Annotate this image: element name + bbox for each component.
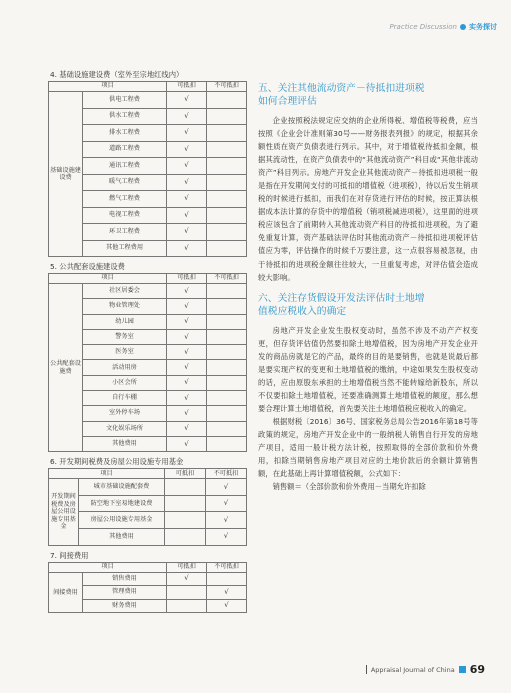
item-name-cell: 幼儿园 [83, 314, 167, 329]
deductible-mark [165, 495, 206, 512]
table7-caption: 7. 间接费用 [50, 550, 89, 560]
section5-title-line2: 如何合理评估 [258, 96, 317, 107]
item-name-cell: 其他费用 [79, 529, 165, 546]
journal-name: Appraisal Journal of China [370, 665, 455, 674]
col-header-non-deductible: 不可抵扣 [207, 82, 247, 92]
deductible-mark: √ [167, 284, 207, 299]
non-deductible-mark [207, 360, 247, 375]
section6-title-line2: 值税应税收入的确定 [258, 305, 347, 317]
item-name-cell: 活动用房 [83, 360, 167, 375]
deductible-mark: √ [167, 375, 207, 390]
non-deductible-mark: √ [206, 495, 247, 512]
deductible-mark [165, 512, 206, 529]
deductible-mark: √ [167, 406, 207, 421]
section5-title-line1: 五、关注其他流动资产－待抵扣进项税 [258, 83, 425, 94]
non-deductible-mark [207, 329, 247, 344]
non-deductible-mark [207, 207, 247, 224]
non-deductible-mark: √ [206, 512, 247, 529]
col-header-deductible: 可抵扣 [167, 274, 207, 284]
item-name-cell: 房屋公用设施专用基金 [79, 512, 165, 529]
item-name-cell: 小区会所 [83, 375, 167, 390]
table4 [48, 81, 247, 257]
non-deductible-mark [207, 158, 247, 175]
non-deductible-mark [207, 406, 247, 421]
deductible-mark [165, 479, 206, 496]
non-deductible-mark [207, 436, 247, 451]
table6 [48, 468, 247, 545]
item-name-cell: 暖气工程费 [83, 174, 167, 191]
non-deductible-mark [207, 141, 247, 158]
section6-paragraph-1: 房地产开发企业发生股权变动时，虽然不涉及不动产产权变更，但存货评估值仍然要扣除土地增值税，因为房地产开发企业开发的商品房就是它的产品，最终的目的是要销售，也就是说最后都是要实现产权的变更和土地增值税的缴纳，中途如果发生股权变动的话，应由原股东承担的土地增值税当然不能转嫁给新股东，所以不仅要扣除土地增值税，还要准确测算土地增值税的额度，那么想要合理计算土地增值税，首先要关注土地增值税应税收入的确定。 [258, 325, 478, 413]
page-footer [366, 663, 485, 676]
item-name-cell: 物业管理处 [83, 299, 167, 314]
non-deductible-mark [207, 345, 247, 360]
bullet-dot-icon [460, 24, 466, 30]
item-name-cell: 室外停车场 [83, 406, 167, 421]
non-deductible-mark [207, 299, 247, 314]
col-header-non-deductible: 不可抵扣 [207, 274, 247, 284]
item-name-cell: 文化娱乐场所 [83, 421, 167, 436]
category-cell: 公共配套设施费 [49, 284, 83, 452]
deductible-mark: √ [167, 224, 207, 241]
col-header-non-deductible: 不可抵扣 [207, 562, 247, 572]
item-name-cell: 警务室 [83, 329, 167, 344]
item-name-cell: 排水工程费 [83, 125, 167, 142]
item-name-cell: 供电工程费 [83, 92, 167, 109]
item-name-cell: 供水工程费 [83, 108, 167, 125]
deductible-mark: √ [167, 158, 207, 175]
table6-caption: 6. 开发期间税费及房屋公用设施专用基金 [50, 457, 184, 467]
category-cell: 间接费用 [49, 572, 83, 613]
section6-title [258, 292, 478, 318]
table5 [48, 273, 247, 452]
item-name-cell: 社区居委会 [83, 284, 167, 299]
header-zh: 实务探讨 [469, 23, 497, 31]
non-deductible-mark [207, 125, 247, 142]
deductible-mark: √ [167, 191, 207, 208]
deductible-mark: √ [167, 329, 207, 344]
table-row [49, 495, 247, 512]
category-cell: 开发期间税费及房屋公用设施专用基金 [49, 479, 79, 545]
deductible-mark: √ [167, 345, 207, 360]
non-deductible-mark [207, 314, 247, 329]
item-name-cell: 医务室 [83, 345, 167, 360]
deductible-mark: √ [167, 92, 207, 109]
table-row [49, 479, 247, 496]
item-name-cell: 环卫工程费 [83, 224, 167, 241]
item-name-cell: 其他工程费用 [83, 240, 167, 257]
non-deductible-mark [207, 92, 247, 109]
non-deductible-mark [207, 191, 247, 208]
deductible-mark: √ [167, 240, 207, 257]
deductible-mark: √ [167, 299, 207, 314]
table-row [49, 512, 247, 529]
article-column [258, 82, 478, 493]
non-deductible-mark [207, 174, 247, 191]
table7 [48, 562, 247, 614]
deductible-mark [167, 586, 207, 600]
col-header-item: 项目 [49, 274, 167, 284]
non-deductible-mark: √ [206, 529, 247, 546]
section5-paragraph: 企业按照税法规定应交纳的企业所得税、增值税等税费，应当按照《企业会计准则第30号——财务报表列报》的规定，根据其余额性质在资产负债表进行列示。其中，对于增值税待抵扣金额，根据其流动性，在资产负债表中的“其他流动资产”科目或“其他非流动资产”科目列示。房地产开发企业其他流动资产－待抵扣进项税一般是指在开发期间支付的可抵扣的增值税（进项税），待以后发生销项税的时候进行抵扣，而我们在对存货进行评估的时候，按正算法根据成本法计算的存货中的增值税（销项税减进项税），这里面的进项税应该包含了前期转入其他流动资产科目的待抵扣进项税，为了避免重复计算，资产基础法评估时其他流动资产－待抵扣进项税评估值应为零，评估操作的时候千万要注意，这一点很容易被忽视，由于待抵扣的进项税金额往往较大，一旦重复考虑，对评估值会造成较大影响。 [258, 116, 478, 282]
item-name-cell: 其他费用 [83, 436, 167, 451]
non-deductible-mark [207, 421, 247, 436]
table4-caption: 4. 基础设施建设费（室外至宗地红线内） [50, 70, 184, 79]
category-cell: 基础设施建设费 [49, 92, 83, 257]
deductible-mark: √ [167, 207, 207, 224]
tables-column [48, 68, 246, 613]
item-name-cell: 销售费用 [83, 572, 167, 586]
item-name-cell: 道路工程费 [83, 141, 167, 158]
col-header-item: 项目 [49, 562, 167, 572]
section6-title-line1: 六、关注存货假设开发法评估时土地增 [258, 292, 425, 304]
deductible-mark: √ [167, 314, 207, 329]
deductible-mark: √ [167, 421, 207, 436]
item-name-cell: 通讯工程费 [83, 158, 167, 175]
non-deductible-mark: √ [206, 479, 247, 496]
deductible-mark [165, 529, 206, 546]
item-name-cell: 管理费用 [83, 586, 167, 600]
deductible-mark: √ [167, 108, 207, 125]
non-deductible-mark: √ [207, 586, 247, 600]
section6-paragraph-2: 根据财税〔2016〕36号、国家税务总局公告2016年第18号等政策的规定，房地产开发企业中的一般纳税人销售自行开发的房地产项目，适用一般计税方法计税，按照取得的全部价款和价外费用，扣除当期销售房地产项目对应的土地价款后的余额计算销售额，在此基础上再计算增值税额，公式如下： [258, 416, 478, 479]
col-header-deductible: 可抵扣 [165, 469, 206, 479]
deductible-mark: √ [167, 125, 207, 142]
table-row [49, 572, 247, 586]
table5-caption: 5. 公共配套设施建设费 [50, 262, 125, 271]
running-header [389, 22, 497, 32]
deductible-mark: √ [167, 360, 207, 375]
item-name-cell: 城市基础设施配套费 [79, 479, 165, 496]
item-name-cell: 电视工程费 [83, 207, 167, 224]
formula-line: 销售额＝（全部价款和价外费用－当期允许扣除 [272, 482, 426, 492]
non-deductible-mark [207, 108, 247, 125]
deductible-mark: √ [167, 141, 207, 158]
non-deductible-mark [207, 572, 247, 586]
col-header-non-deductible: 不可抵扣 [206, 469, 247, 479]
footer-square-icon [459, 666, 466, 673]
non-deductible-mark [207, 391, 247, 406]
col-header-deductible: 可抵扣 [167, 562, 207, 572]
non-deductible-mark [207, 284, 247, 299]
section5-title [258, 82, 478, 108]
table-row [49, 92, 247, 109]
item-name-cell: 防空地下室易地建设费 [79, 495, 165, 512]
deductible-mark: √ [167, 572, 207, 586]
deductible-mark: √ [167, 436, 207, 451]
non-deductible-mark: √ [207, 599, 247, 613]
non-deductible-mark [207, 224, 247, 241]
item-name-cell: 自行车棚 [83, 391, 167, 406]
deductible-mark: √ [167, 391, 207, 406]
footer-divider [366, 665, 367, 674]
non-deductible-mark [207, 240, 247, 257]
header-en: Practice Discussion [389, 23, 457, 31]
non-deductible-mark [207, 375, 247, 390]
item-name-cell: 财务费用 [83, 599, 167, 613]
col-header-item: 项目 [49, 469, 165, 479]
page-number: 69 [469, 663, 485, 676]
col-header-item: 项目 [49, 82, 167, 92]
deductible-mark: √ [167, 174, 207, 191]
col-header-deductible: 可抵扣 [167, 82, 207, 92]
table-row [49, 284, 247, 299]
deductible-mark [167, 599, 207, 613]
table-row [49, 529, 247, 546]
item-name-cell: 燃气工程费 [83, 191, 167, 208]
